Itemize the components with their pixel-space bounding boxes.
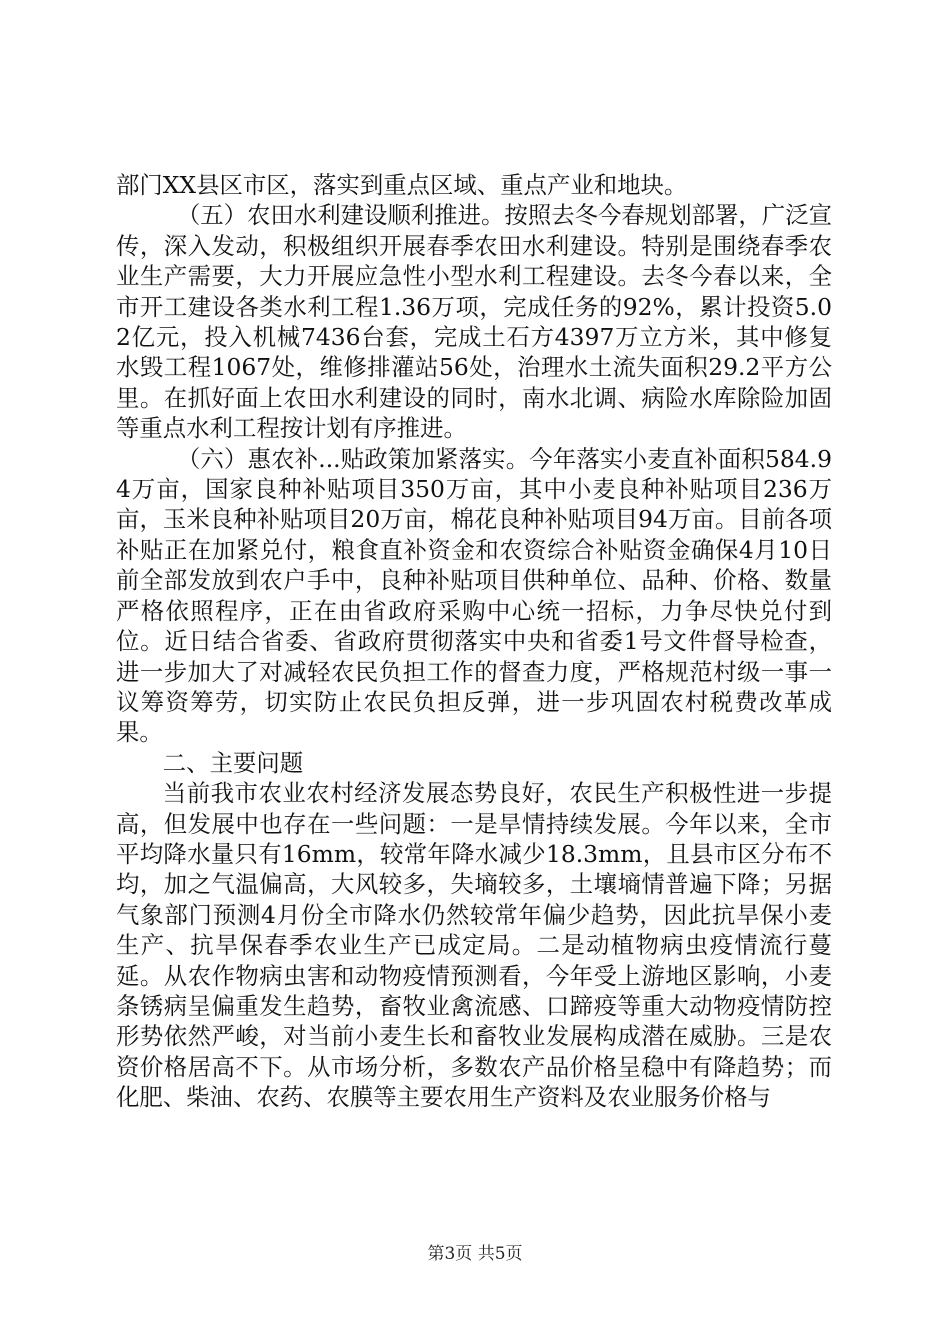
page-number-footer: 第3页 共5页 xyxy=(427,1244,523,1264)
paragraph-subsidy-policy: （六）惠农补...贴政策加紧落实。今年落实小麦直补面积584.94万亩，国家良种补贴项目350万亩，其中小麦良种补贴项目236万亩，玉米良种补贴项目20万亩，棉花良种补贴项目94万亩。目前各项补贴正在加紧兑付，粮食直补资金和农资综合补贴资金确保4月10日前全部发放到农户手中，良种补贴项目供种单位、品种、价格、数量严格依照程序，正在由省政府采购中心统一招标，力争尽快兑付到位。近日结合省委、省政府贯彻落实中央和省委1号文件督导检查，进一步加大了对减轻农民负担工作的督查力度，严格规范村级一事一议筹资筹劳，切实防止农民负担反弹，进一步巩固农村税费改革成果。 xyxy=(116,444,832,747)
paragraph-main-problems: 当前我市农业农村经济发展态势良好，农民生产积极性进一步提高，但发展中也存在一些问题：一是旱情持续发展。今年以来，全市平均降水量只有16mm，较常年降水减少18.3mm，且县市区分布不均，加之气温偏高，大风较多，失墒较多，土壤墒情普遍下降；另据气象部门预测4月份全市降水仍然较常年偏少趋势，因此抗旱保小麦生产、抗旱保春季农业生产已成定局。二是动植物病虫疫情流行蔓延。从农作物病虫害和动物疫情预测看，今年受上游地区影响，小麦条锈病呈偏重发生趋势，畜牧业禽流感、口蹄疫等重大动物疫情防控形势依然严峻，对当前小麦生长和畜牧业发展构成潜在威胁。三是农资价格居高不下。从市场分析，多数农产品价格呈稳中有降趋势；而化肥、柴油、农药、农膜等主要农用生产资料及农业服务价格与 xyxy=(116,779,832,1112)
document-body xyxy=(116,170,832,1113)
paragraph-continuation: 部门XX县区市区，落实到重点区域、重点产业和地块。 xyxy=(116,171,688,199)
paragraph-farmland-irrigation: （五）农田水利建设顺利推进。按照去冬今春规划部署，广泛宣传，深入发动，积极组织开展春季农田水利建设。特别是围绕春季农业生产需要，大力开展应急性小型水利工程建设。去冬今春以来，全市开工建设各类水利工程1.36万项，完成任务的92%，累计投资5.02亿元，投入机械7436台套，完成土石方4397万立方米，其中修复水毁工程1067处，维修排灌站56处，治理水土流失面积29.2平方公里。在抓好面上农田水利建设的同时，南水北调、病险水库除险加固等重点水利工程按计划有序推进。 xyxy=(116,201,832,443)
section-heading-main-problems: 二、主要问题 xyxy=(162,748,304,777)
